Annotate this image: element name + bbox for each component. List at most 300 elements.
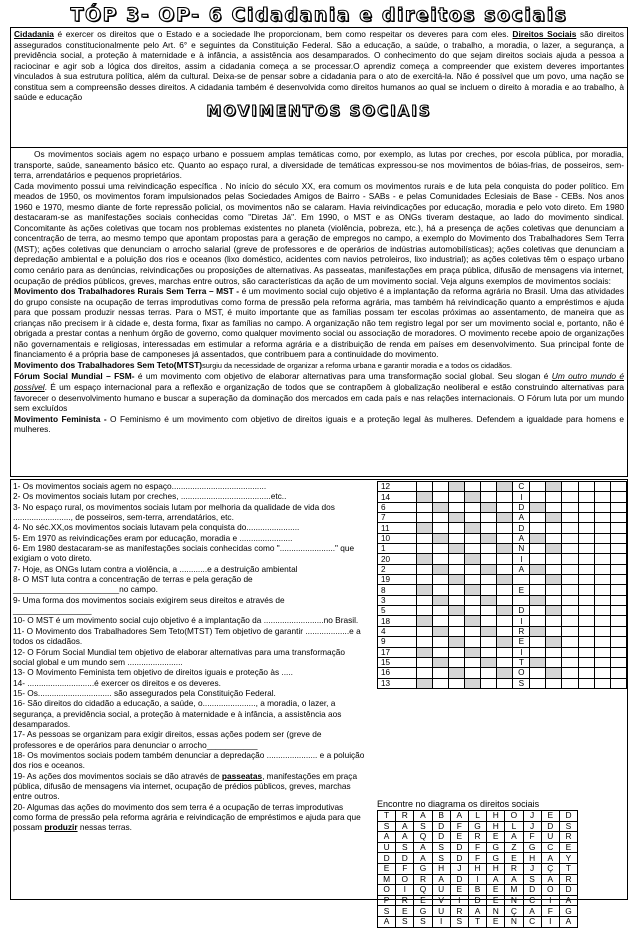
crossword-key-letter[interactable]: I <box>513 554 530 564</box>
crossword-cell[interactable] <box>530 626 546 636</box>
wordsearch-cell[interactable]: A <box>396 821 414 832</box>
crossword-cell[interactable] <box>449 554 465 564</box>
wordsearch-cell[interactable]: E <box>414 895 432 906</box>
crossword-cell[interactable] <box>465 678 481 688</box>
wordsearch-cell[interactable]: E <box>559 842 577 853</box>
wordsearch-cell[interactable]: D <box>468 895 486 906</box>
wordsearch-cell[interactable]: U <box>541 832 559 843</box>
crossword-key-letter[interactable]: D <box>513 606 530 616</box>
crossword-cell[interactable] <box>497 595 513 605</box>
wordsearch-cell[interactable]: V <box>432 895 450 906</box>
wordsearch-cell[interactable]: T <box>559 863 577 874</box>
crossword-cell[interactable] <box>465 502 481 512</box>
crossword-cell[interactable] <box>432 513 448 523</box>
crossword-cell[interactable] <box>416 492 432 502</box>
crossword-cell[interactable] <box>416 678 432 688</box>
crossword-cell[interactable] <box>610 564 626 574</box>
wordsearch-cell[interactable]: A <box>378 832 396 843</box>
crossword-key-letter[interactable]: R <box>513 626 530 636</box>
crossword-cell[interactable] <box>610 523 626 533</box>
crossword-key-letter[interactable]: A <box>513 564 530 574</box>
crossword-key-letter[interactable] <box>513 595 530 605</box>
crossword-cell[interactable] <box>449 616 465 626</box>
crossword-key-letter[interactable]: S <box>513 678 530 688</box>
wordsearch-cell[interactable]: A <box>559 916 577 927</box>
wordsearch-cell[interactable]: Ç <box>505 906 523 917</box>
crossword-cell[interactable] <box>432 585 448 595</box>
wordsearch-cell[interactable]: R <box>396 895 414 906</box>
wordsearch-cell[interactable]: F <box>541 906 559 917</box>
crossword-cell[interactable] <box>594 492 610 502</box>
wordsearch-cell[interactable]: S <box>450 916 468 927</box>
wordsearch-cell[interactable]: R <box>505 863 523 874</box>
wordsearch-cell[interactable]: D <box>450 853 468 864</box>
wordsearch-cell[interactable]: I <box>432 916 450 927</box>
crossword-cell[interactable] <box>465 523 481 533</box>
wordsearch-cell[interactable]: A <box>414 842 432 853</box>
crossword-cell[interactable] <box>546 585 562 595</box>
wordsearch-cell[interactable]: O <box>541 885 559 896</box>
crossword-cell[interactable] <box>465 513 481 523</box>
crossword-cell[interactable] <box>432 637 448 647</box>
wordsearch-cell[interactable]: N <box>487 906 505 917</box>
crossword-cell[interactable] <box>546 482 562 492</box>
wordsearch-cell[interactable]: D <box>432 821 450 832</box>
wordsearch-cell[interactable]: D <box>523 885 541 896</box>
wordsearch-cell[interactable]: F <box>396 863 414 874</box>
crossword-cell[interactable] <box>610 482 626 492</box>
crossword-cell[interactable] <box>465 492 481 502</box>
wordsearch-cell[interactable]: A <box>396 832 414 843</box>
wordsearch-cell[interactable]: R <box>414 874 432 885</box>
crossword-cell[interactable] <box>530 575 546 585</box>
crossword-cell[interactable] <box>610 616 626 626</box>
crossword-key-letter[interactable]: I <box>513 647 530 657</box>
crossword-cell[interactable] <box>610 668 626 678</box>
crossword-cell[interactable] <box>432 523 448 533</box>
crossword-cell[interactable] <box>578 502 594 512</box>
crossword-cell[interactable] <box>594 678 610 688</box>
crossword-cell[interactable] <box>610 647 626 657</box>
wordsearch-cell[interactable]: R <box>396 811 414 822</box>
wordsearch-cell[interactable]: E <box>541 811 559 822</box>
crossword-cell[interactable] <box>578 585 594 595</box>
wordsearch-cell[interactable]: F <box>468 853 486 864</box>
crossword-cell[interactable] <box>481 637 497 647</box>
wordsearch-cell[interactable]: G <box>487 853 505 864</box>
wordsearch-cell[interactable]: B <box>432 811 450 822</box>
wordsearch-cell[interactable]: U <box>378 842 396 853</box>
crossword-cell[interactable] <box>481 533 497 543</box>
wordsearch-cell[interactable]: G <box>487 842 505 853</box>
crossword-cell[interactable] <box>465 668 481 678</box>
crossword-cell[interactable] <box>546 554 562 564</box>
crossword-cell[interactable] <box>497 544 513 554</box>
crossword-cell[interactable] <box>497 564 513 574</box>
crossword-cell[interactable] <box>578 657 594 667</box>
crossword-cell[interactable] <box>594 668 610 678</box>
wordsearch-cell[interactable]: D <box>432 832 450 843</box>
wordsearch-cell[interactable]: N <box>505 895 523 906</box>
crossword-cell[interactable] <box>481 544 497 554</box>
wordsearch-cell[interactable]: O <box>396 874 414 885</box>
crossword-cell[interactable] <box>530 513 546 523</box>
crossword-cell[interactable] <box>594 616 610 626</box>
wordsearch-cell[interactable]: M <box>378 874 396 885</box>
wordsearch-cell[interactable]: A <box>487 874 505 885</box>
crossword-cell[interactable] <box>594 533 610 543</box>
crossword-cell[interactable] <box>449 668 465 678</box>
crossword-cell[interactable] <box>416 544 432 554</box>
wordsearch-cell[interactable]: M <box>505 885 523 896</box>
crossword-cell[interactable] <box>546 575 562 585</box>
crossword-cell[interactable] <box>546 657 562 667</box>
crossword-cell[interactable] <box>432 606 448 616</box>
crossword-cell[interactable] <box>449 575 465 585</box>
wordsearch-cell[interactable]: S <box>378 821 396 832</box>
crossword-cell[interactable] <box>578 647 594 657</box>
crossword-cell[interactable] <box>449 626 465 636</box>
crossword-cell[interactable] <box>481 606 497 616</box>
crossword-cell[interactable] <box>610 585 626 595</box>
crossword-cell[interactable] <box>432 482 448 492</box>
wordsearch-cell[interactable]: T <box>378 811 396 822</box>
wordsearch-cell[interactable]: H <box>468 863 486 874</box>
crossword-cell[interactable] <box>497 502 513 512</box>
crossword-cell[interactable] <box>416 482 432 492</box>
crossword-cell[interactable] <box>416 554 432 564</box>
crossword-cell[interactable] <box>465 647 481 657</box>
crossword-cell[interactable] <box>546 647 562 657</box>
crossword-cell[interactable] <box>562 606 578 616</box>
wordsearch-cell[interactable]: A <box>541 874 559 885</box>
crossword-key-letter[interactable]: A <box>513 513 530 523</box>
crossword-cell[interactable] <box>416 606 432 616</box>
crossword-cell[interactable] <box>610 544 626 554</box>
crossword-cell[interactable] <box>578 492 594 502</box>
wordsearch-cell[interactable]: A <box>505 874 523 885</box>
crossword-cell[interactable] <box>465 626 481 636</box>
crossword-cell[interactable] <box>610 492 626 502</box>
crossword-cell[interactable] <box>546 533 562 543</box>
crossword-cell[interactable] <box>562 544 578 554</box>
crossword-cell[interactable] <box>481 575 497 585</box>
crossword-cell[interactable] <box>578 533 594 543</box>
crossword-cell[interactable] <box>481 657 497 667</box>
wordsearch-cell[interactable]: L <box>505 821 523 832</box>
crossword-cell[interactable] <box>449 647 465 657</box>
wordsearch-cell[interactable]: J <box>523 821 541 832</box>
wordsearch-cell[interactable]: Ç <box>541 863 559 874</box>
crossword-cell[interactable] <box>546 502 562 512</box>
crossword-cell[interactable] <box>530 595 546 605</box>
crossword-cell[interactable] <box>416 637 432 647</box>
wordsearch-cell[interactable]: T <box>468 916 486 927</box>
crossword-cell[interactable] <box>562 523 578 533</box>
wordsearch-cell[interactable]: G <box>559 906 577 917</box>
crossword-cell[interactable] <box>497 616 513 626</box>
crossword-cell[interactable] <box>610 554 626 564</box>
crossword-cell[interactable] <box>465 544 481 554</box>
crossword-cell[interactable] <box>578 678 594 688</box>
crossword-cell[interactable] <box>432 647 448 657</box>
crossword-cell[interactable] <box>594 595 610 605</box>
crossword-cell[interactable] <box>465 533 481 543</box>
crossword-key-letter[interactable]: D <box>513 523 530 533</box>
wordsearch-cell[interactable]: H <box>523 853 541 864</box>
crossword-cell[interactable] <box>465 657 481 667</box>
crossword-cell[interactable] <box>578 482 594 492</box>
wordsearch-cell[interactable]: S <box>414 916 432 927</box>
crossword-cell[interactable] <box>481 492 497 502</box>
crossword-cell[interactable] <box>562 533 578 543</box>
crossword-cell[interactable] <box>497 554 513 564</box>
crossword-cell[interactable] <box>562 554 578 564</box>
crossword-cell[interactable] <box>562 575 578 585</box>
crossword-cell[interactable] <box>594 606 610 616</box>
wordsearch-cell[interactable]: E <box>505 853 523 864</box>
crossword-key-letter[interactable]: N <box>513 544 530 554</box>
crossword-cell[interactable] <box>449 533 465 543</box>
crossword-cell[interactable] <box>610 513 626 523</box>
crossword-cell[interactable] <box>497 482 513 492</box>
wordsearch-cell[interactable]: F <box>523 832 541 843</box>
crossword-cell[interactable] <box>416 626 432 636</box>
crossword-cell[interactable] <box>594 544 610 554</box>
crossword-cell[interactable] <box>481 626 497 636</box>
wordsearch-cell[interactable]: G <box>414 906 432 917</box>
wordsearch-cell[interactable]: S <box>414 821 432 832</box>
crossword-cell[interactable] <box>562 585 578 595</box>
wordsearch-cell[interactable]: N <box>505 916 523 927</box>
wordsearch-cell[interactable]: G <box>523 842 541 853</box>
crossword-cell[interactable] <box>432 502 448 512</box>
crossword-cell[interactable] <box>530 678 546 688</box>
crossword-cell[interactable] <box>562 482 578 492</box>
crossword-cell[interactable] <box>481 647 497 657</box>
crossword-cell[interactable] <box>449 513 465 523</box>
wordsearch-cell[interactable]: L <box>468 811 486 822</box>
wordsearch-cell[interactable]: S <box>396 916 414 927</box>
wordsearch-cell[interactable]: Q <box>414 832 432 843</box>
crossword-cell[interactable] <box>530 523 546 533</box>
crossword-cell[interactable] <box>497 585 513 595</box>
crossword-cell[interactable] <box>530 637 546 647</box>
crossword-cell[interactable] <box>610 575 626 585</box>
crossword-key-letter[interactable]: D <box>513 502 530 512</box>
wordsearch-cell[interactable]: R <box>468 832 486 843</box>
crossword-cell[interactable] <box>594 637 610 647</box>
wordsearch-cell[interactable]: E <box>487 832 505 843</box>
wordsearch-cell[interactable]: U <box>432 885 450 896</box>
crossword-cell[interactable] <box>546 595 562 605</box>
crossword-cell[interactable] <box>578 637 594 647</box>
wordsearch-cell[interactable]: S <box>396 842 414 853</box>
crossword-cell[interactable] <box>530 616 546 626</box>
wordsearch-cell[interactable]: E <box>378 863 396 874</box>
crossword-cell[interactable] <box>481 678 497 688</box>
crossword-cell[interactable] <box>432 554 448 564</box>
crossword-cell[interactable] <box>449 502 465 512</box>
crossword-cell[interactable] <box>578 554 594 564</box>
crossword-cell[interactable] <box>530 502 546 512</box>
wordsearch-cell[interactable]: A <box>414 853 432 864</box>
crossword-cell[interactable] <box>449 637 465 647</box>
crossword-cell[interactable] <box>432 533 448 543</box>
crossword-cell[interactable] <box>562 616 578 626</box>
crossword-cell[interactable] <box>432 575 448 585</box>
crossword-cell[interactable] <box>546 513 562 523</box>
crossword-cell[interactable] <box>610 502 626 512</box>
crossword-cell[interactable] <box>546 626 562 636</box>
crossword-cell[interactable] <box>449 482 465 492</box>
wordsearch-cell[interactable]: P <box>378 895 396 906</box>
crossword-cell[interactable] <box>465 616 481 626</box>
wordsearch-cell[interactable]: F <box>450 821 468 832</box>
crossword-cell[interactable] <box>497 657 513 667</box>
crossword-cell[interactable] <box>610 606 626 616</box>
crossword-key-letter[interactable]: T <box>513 657 530 667</box>
wordsearch-cell[interactable]: A <box>468 906 486 917</box>
wordsearch-cell[interactable]: A <box>559 895 577 906</box>
wordsearch-cell[interactable]: C <box>541 842 559 853</box>
crossword-cell[interactable] <box>562 492 578 502</box>
wordsearch-cell[interactable]: J <box>450 863 468 874</box>
crossword-cell[interactable] <box>578 544 594 554</box>
wordsearch-cell[interactable]: C <box>523 895 541 906</box>
wordsearch-cell[interactable]: D <box>396 853 414 864</box>
crossword-cell[interactable] <box>562 513 578 523</box>
crossword-cell[interactable] <box>497 637 513 647</box>
crossword-key-letter[interactable]: O <box>513 668 530 678</box>
crossword-cell[interactable] <box>465 637 481 647</box>
wordsearch-cell[interactable]: A <box>505 832 523 843</box>
crossword-key-letter[interactable]: I <box>513 492 530 502</box>
crossword-cell[interactable] <box>481 585 497 595</box>
crossword-cell[interactable] <box>465 575 481 585</box>
wordsearch-cell[interactable]: A <box>414 811 432 822</box>
crossword-cell[interactable] <box>481 502 497 512</box>
wordsearch-cell[interactable]: S <box>559 821 577 832</box>
wordsearch-cell[interactable]: J <box>523 811 541 822</box>
wordsearch-cell[interactable]: S <box>523 874 541 885</box>
wordsearch-cell[interactable]: A <box>378 916 396 927</box>
crossword-cell[interactable] <box>546 606 562 616</box>
wordsearch-cell[interactable]: E <box>396 906 414 917</box>
crossword-cell[interactable] <box>449 606 465 616</box>
crossword-cell[interactable] <box>416 657 432 667</box>
crossword-cell[interactable] <box>481 554 497 564</box>
crossword-cell[interactable] <box>562 668 578 678</box>
crossword-key-letter[interactable]: C <box>513 482 530 492</box>
crossword-cell[interactable] <box>481 616 497 626</box>
crossword-cell[interactable] <box>465 585 481 595</box>
wordsearch-cell[interactable]: G <box>414 863 432 874</box>
crossword-cell[interactable] <box>432 595 448 605</box>
crossword-cell[interactable] <box>449 544 465 554</box>
wordsearch-cell[interactable]: E <box>487 885 505 896</box>
crossword-cell[interactable] <box>497 513 513 523</box>
crossword-cell[interactable] <box>432 657 448 667</box>
crossword-cell[interactable] <box>562 637 578 647</box>
crossword-cell[interactable] <box>594 523 610 533</box>
crossword-cell[interactable] <box>562 678 578 688</box>
wordsearch-cell[interactable]: H <box>487 821 505 832</box>
crossword-cell[interactable] <box>610 626 626 636</box>
crossword-cell[interactable] <box>497 575 513 585</box>
wordsearch-cell[interactable]: D <box>450 874 468 885</box>
crossword-cell[interactable] <box>562 564 578 574</box>
crossword-cell[interactable] <box>530 606 546 616</box>
crossword-cell[interactable] <box>594 575 610 585</box>
crossword-key-letter[interactable]: I <box>513 616 530 626</box>
crossword-cell[interactable] <box>578 513 594 523</box>
crossword-cell[interactable] <box>610 657 626 667</box>
wordsearch-cell[interactable]: J <box>523 863 541 874</box>
crossword-cell[interactable] <box>432 492 448 502</box>
crossword-cell[interactable] <box>416 595 432 605</box>
crossword-cell[interactable] <box>562 647 578 657</box>
crossword-cell[interactable] <box>432 544 448 554</box>
crossword-cell[interactable] <box>530 657 546 667</box>
crossword-cell[interactable] <box>594 502 610 512</box>
crossword-cell[interactable] <box>530 647 546 657</box>
crossword-cell[interactable] <box>546 492 562 502</box>
crossword-cell[interactable] <box>497 626 513 636</box>
crossword-cell[interactable] <box>465 482 481 492</box>
crossword-cell[interactable] <box>432 616 448 626</box>
crossword-cell[interactable] <box>546 668 562 678</box>
crossword-cell[interactable] <box>449 657 465 667</box>
crossword-cell[interactable] <box>594 626 610 636</box>
wordsearch-cell[interactable]: Z <box>505 842 523 853</box>
crossword-cell[interactable] <box>416 647 432 657</box>
crossword-key-letter[interactable]: A <box>513 533 530 543</box>
crossword-cell[interactable] <box>432 668 448 678</box>
crossword-cell[interactable] <box>594 554 610 564</box>
crossword-cell[interactable] <box>578 616 594 626</box>
crossword-cell[interactable] <box>594 564 610 574</box>
wordsearch-cell[interactable]: F <box>468 842 486 853</box>
crossword-cell[interactable] <box>594 657 610 667</box>
crossword-cell[interactable] <box>449 585 465 595</box>
crossword-cell[interactable] <box>449 595 465 605</box>
wordsearch-cell[interactable]: H <box>432 863 450 874</box>
crossword-cell[interactable] <box>594 513 610 523</box>
crossword-cell[interactable] <box>465 554 481 564</box>
crossword-cell[interactable] <box>546 523 562 533</box>
crossword-cell[interactable] <box>497 668 513 678</box>
wordsearch-cell[interactable]: E <box>487 916 505 927</box>
crossword-cell[interactable] <box>416 502 432 512</box>
crossword-cell[interactable] <box>610 637 626 647</box>
wordsearch-cell[interactable]: D <box>450 842 468 853</box>
crossword-key-letter[interactable] <box>513 575 530 585</box>
crossword-cell[interactable] <box>578 523 594 533</box>
crossword-cell[interactable] <box>530 585 546 595</box>
wordsearch-cell[interactable]: B <box>468 885 486 896</box>
wordsearch-cell[interactable]: O <box>378 885 396 896</box>
wordsearch-cell[interactable]: Q <box>414 885 432 896</box>
crossword-cell[interactable] <box>416 513 432 523</box>
crossword-cell[interactable] <box>416 523 432 533</box>
crossword-cell[interactable] <box>465 606 481 616</box>
wordsearch-cell[interactable]: E <box>487 895 505 906</box>
crossword-cell[interactable] <box>546 637 562 647</box>
wordsearch-cell[interactable]: S <box>378 906 396 917</box>
wordsearch-cell[interactable]: C <box>523 916 541 927</box>
crossword-cell[interactable] <box>416 616 432 626</box>
